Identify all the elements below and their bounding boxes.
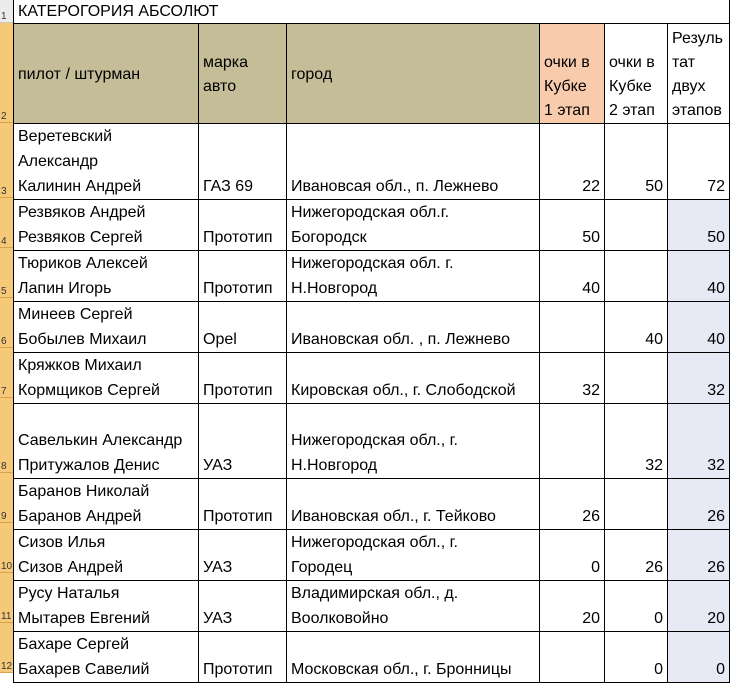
cell-stage2[interactable] [605, 352, 668, 403]
cell-city[interactable] [287, 631, 540, 682]
cell-pilot[interactable] [14, 352, 199, 403]
row-number-label: 11 [1, 611, 12, 622]
cell-car[interactable]: Прототип [199, 478, 287, 529]
cell-line: Савелькин Александр [18, 431, 183, 449]
cell-line: Тюриков Алексей [18, 254, 148, 272]
cell-car[interactable]: ГАЗ 69 [199, 123, 287, 199]
header-total-line: двух [672, 77, 706, 95]
cell-line: Веретевский [18, 127, 113, 145]
row-number[interactable] [0, 473, 13, 523]
cell-stage1[interactable] [540, 403, 605, 478]
cell-stage1[interactable]: 20 [540, 580, 605, 631]
cell-stage2[interactable] [605, 250, 668, 301]
cell-city[interactable] [287, 301, 540, 352]
header-stage2[interactable] [605, 23, 668, 123]
cell-line: Городец [291, 558, 353, 576]
row-number[interactable] [0, 298, 13, 348]
row-number-label: 1 [1, 11, 7, 22]
row-number[interactable] [0, 348, 13, 398]
cell-line: Владимирская обл., д. [291, 584, 459, 602]
header-car-line: авто [203, 77, 237, 95]
table-row [14, 123, 730, 199]
cell-line: Ивановская обл. , п. Лежнево [291, 330, 511, 348]
title-row [14, 0, 730, 23]
cell-total[interactable]: 72 [668, 123, 730, 199]
cell-total[interactable]: 26 [668, 478, 730, 529]
cell-line: Ивановская обл., г. Тейково [291, 507, 496, 525]
header-stage1-line: 1 этап [544, 101, 590, 119]
cell-stage2[interactable]: 26 [605, 529, 668, 580]
header-total-line: тат [672, 53, 696, 71]
row-number-label: 9 [1, 511, 7, 522]
row-number-label: 8 [1, 461, 7, 472]
cell-line: Бахаре Сергей [18, 635, 130, 653]
cell-city[interactable] [287, 403, 540, 478]
cell-city[interactable] [287, 478, 540, 529]
table-row [14, 250, 730, 301]
cell-pilot[interactable] [14, 250, 199, 301]
row-number-label: 2 [1, 111, 7, 122]
cell-pilot[interactable] [14, 199, 199, 250]
cell-total[interactable]: 40 [668, 250, 730, 301]
header-total[interactable] [668, 23, 730, 123]
table-row [14, 403, 730, 478]
cell-pilot[interactable] [14, 403, 199, 478]
cell-pilot[interactable] [14, 301, 199, 352]
cell-stage1[interactable]: 40 [540, 250, 605, 301]
row-number[interactable] [0, 623, 13, 673]
row-number-label: 4 [1, 236, 7, 247]
header-stage1-line: очки в [544, 53, 590, 71]
cell-city[interactable] [287, 580, 540, 631]
row-number[interactable] [0, 0, 13, 23]
row-number-label: 7 [1, 386, 7, 397]
table-row [14, 580, 730, 631]
cell-stage2[interactable]: 0 [605, 631, 668, 682]
row-number-label: 10 [1, 561, 13, 572]
cell-line: Бобылев Михаил [18, 330, 147, 348]
cell-total[interactable]: 20 [668, 580, 730, 631]
table-row [14, 478, 730, 529]
header-row [14, 23, 730, 123]
cell-stage1[interactable]: 32 [540, 352, 605, 403]
cell-car[interactable]: Opel [199, 301, 287, 352]
cell-total[interactable]: 32 [668, 352, 730, 403]
cell-stage1[interactable]: 0 [540, 529, 605, 580]
cell-stage1[interactable] [540, 301, 605, 352]
cell-stage1[interactable] [540, 631, 605, 682]
cell-total[interactable]: 0 [668, 631, 730, 682]
cell-car[interactable]: Прототип [199, 631, 287, 682]
cell-pilot[interactable] [14, 631, 199, 682]
row-number[interactable] [0, 248, 13, 298]
table-row [14, 301, 730, 352]
cell-line: Воолковойно [291, 609, 389, 627]
cell-line: Русу Наталья [18, 584, 120, 602]
cell-city[interactable] [287, 250, 540, 301]
cell-line: Калинин Андрей [18, 177, 142, 195]
cell-line: Резвяков Сергей [18, 228, 143, 246]
cell-line: Минеев Сергей [18, 305, 133, 323]
cell-line: Н.Новгород [291, 279, 378, 297]
cell-line: Нижегородская обл., г. [291, 533, 458, 551]
row-number[interactable] [0, 198, 13, 248]
cell-car[interactable]: Прототип [199, 352, 287, 403]
cell-stage2[interactable]: 32 [605, 403, 668, 478]
row-number-label: 12 [1, 661, 13, 672]
row-number-label: 3 [1, 186, 7, 197]
cell-stage2[interactable] [605, 478, 668, 529]
row-number[interactable] [0, 23, 13, 123]
category-title[interactable]: КАТЕРОГОРИЯ АБСОЛЮТ [14, 0, 730, 23]
cell-line: Кировская обл., г. Слободской [291, 381, 516, 399]
cell-line: Нижегородская обл. г. [291, 254, 454, 272]
cell-line: Сизов Илья [18, 533, 106, 551]
cell-line: Александр [18, 152, 99, 170]
cell-line: Сизов Андрей [18, 558, 124, 576]
header-car[interactable] [199, 23, 287, 123]
cell-line: Лапин Игорь [18, 279, 112, 297]
row-number[interactable] [0, 123, 13, 198]
cell-car[interactable]: УАЗ [199, 529, 287, 580]
header-stage2-line: Кубке [609, 77, 652, 95]
cell-line: Баранов Андрей [18, 507, 142, 525]
results-table [13, 0, 730, 683]
cell-line: Ивановсая обл., п. Лежнево [291, 177, 499, 195]
header-city[interactable]: город [287, 23, 540, 123]
table-row [14, 631, 730, 682]
cell-stage2[interactable] [605, 199, 668, 250]
cell-stage2[interactable]: 0 [605, 580, 668, 631]
row-number[interactable] [0, 573, 13, 623]
cell-line: Баранов Николай [18, 482, 150, 500]
header-stage2-line: 2 этап [609, 101, 655, 119]
cell-total[interactable]: 50 [668, 199, 730, 250]
cell-total[interactable]: 40 [668, 301, 730, 352]
row-number[interactable] [0, 523, 13, 573]
cell-city[interactable] [287, 199, 540, 250]
cell-stage2[interactable]: 40 [605, 301, 668, 352]
header-pilot[interactable]: пилот / штурман [14, 23, 199, 123]
row-number-label: 6 [1, 336, 7, 347]
cell-line: Притужалов Денис [18, 456, 160, 474]
table-row [14, 199, 730, 250]
cell-line: Московская обл., г. Бронницы [291, 660, 512, 678]
cell-car[interactable]: Прототип [199, 199, 287, 250]
cell-city[interactable] [287, 352, 540, 403]
row-number-label: 5 [1, 286, 7, 297]
header-total-line: Резуль [672, 29, 723, 47]
cell-car[interactable]: Прототип [199, 250, 287, 301]
cell-line: Богородск [291, 228, 367, 246]
cell-stage2[interactable]: 50 [605, 123, 668, 199]
cell-car[interactable]: УАЗ [199, 403, 287, 478]
cell-pilot[interactable] [14, 123, 199, 199]
row-number[interactable] [0, 398, 13, 473]
cell-car[interactable]: УАЗ [199, 580, 287, 631]
cell-line: Н.Новгород [291, 456, 378, 474]
cell-stage1[interactable]: 26 [540, 478, 605, 529]
header-total-line: этапов [672, 101, 722, 119]
cell-city[interactable] [287, 529, 540, 580]
table-row [14, 352, 730, 403]
cell-stage1[interactable]: 50 [540, 199, 605, 250]
cell-stage1[interactable]: 22 [540, 123, 605, 199]
header-stage1-line: Кубке [544, 77, 587, 95]
header-car-line: марка [203, 53, 249, 71]
cell-line: Кормщиков Сергей [18, 381, 160, 399]
cell-city[interactable] [287, 123, 540, 199]
cell-line: Бахарев Савелий [18, 660, 150, 678]
cell-pilot[interactable] [14, 580, 199, 631]
cell-line: Кряжков Михаил [18, 356, 142, 374]
cell-total[interactable]: 32 [668, 403, 730, 478]
cell-line: Мытарев Евгений [18, 609, 150, 627]
table-row [14, 529, 730, 580]
cell-line: Нижегородская обл., г. [291, 431, 458, 449]
header-stage1[interactable] [540, 23, 605, 123]
cell-pilot[interactable] [14, 478, 199, 529]
cell-pilot[interactable] [14, 529, 199, 580]
cell-line: Нижегородская обл.г. [291, 203, 450, 221]
cell-line: Резвяков Андрей [18, 203, 146, 221]
header-stage2-line: очки в [609, 53, 655, 71]
cell-total[interactable]: 26 [668, 529, 730, 580]
